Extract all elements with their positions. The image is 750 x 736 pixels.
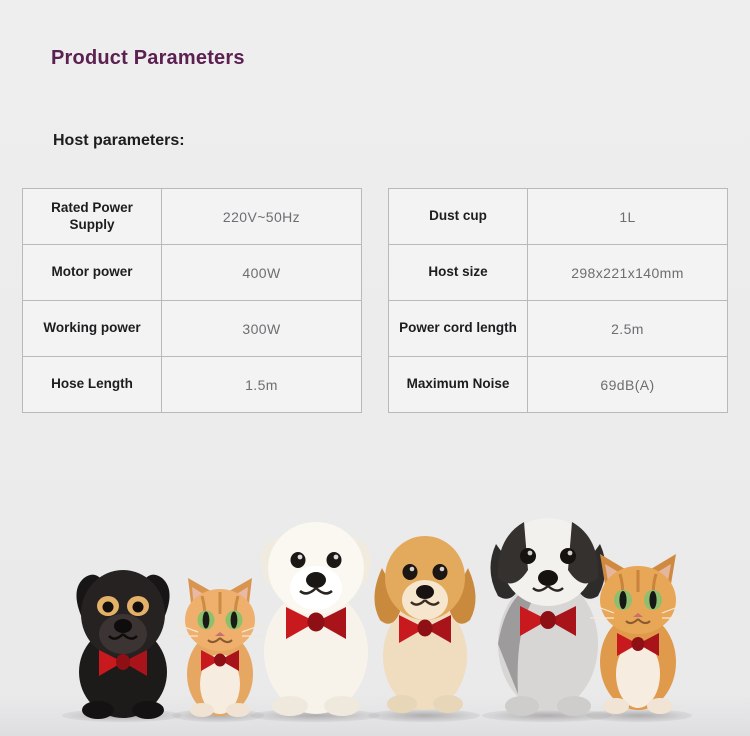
param-label: Power cord length [389,301,528,357]
host-parameters-left-table [22,188,362,413]
param-label: Maximum Noise [389,357,528,413]
ginger-kitten [582,534,694,720]
page-title: Product Parameters [51,47,245,69]
white-fluffy-puppy [246,490,386,722]
table-row [389,301,728,357]
golden-retriever-puppy [366,504,484,720]
table-row [389,357,728,413]
param-value: 400W [162,245,362,301]
param-value: 2.5m [528,301,728,357]
param-value: 1L [528,189,728,245]
param-label: Working power [23,301,162,357]
pets-group-photo [0,445,750,736]
param-label: Motor power [23,245,162,301]
param-label: Hose Length [23,357,162,413]
table-row [389,189,728,245]
param-value: 220V~50Hz [162,189,362,245]
table-row [389,245,728,301]
table-row [23,357,362,413]
param-value: 1.5m [162,357,362,413]
param-value: 298x221x140mm [528,245,728,301]
table-row [23,301,362,357]
param-value: 300W [162,301,362,357]
parameter-tables [22,188,728,413]
host-parameters-right-table [388,188,728,413]
table-row [23,189,362,245]
param-label: Host size [389,245,528,301]
section-subtitle: Host parameters: [53,132,185,149]
param-label: Rated Power Supply [23,189,162,245]
param-label: Dust cup [389,189,528,245]
table-row [23,245,362,301]
param-value: 69dB(A) [528,357,728,413]
black-dog [58,522,188,722]
